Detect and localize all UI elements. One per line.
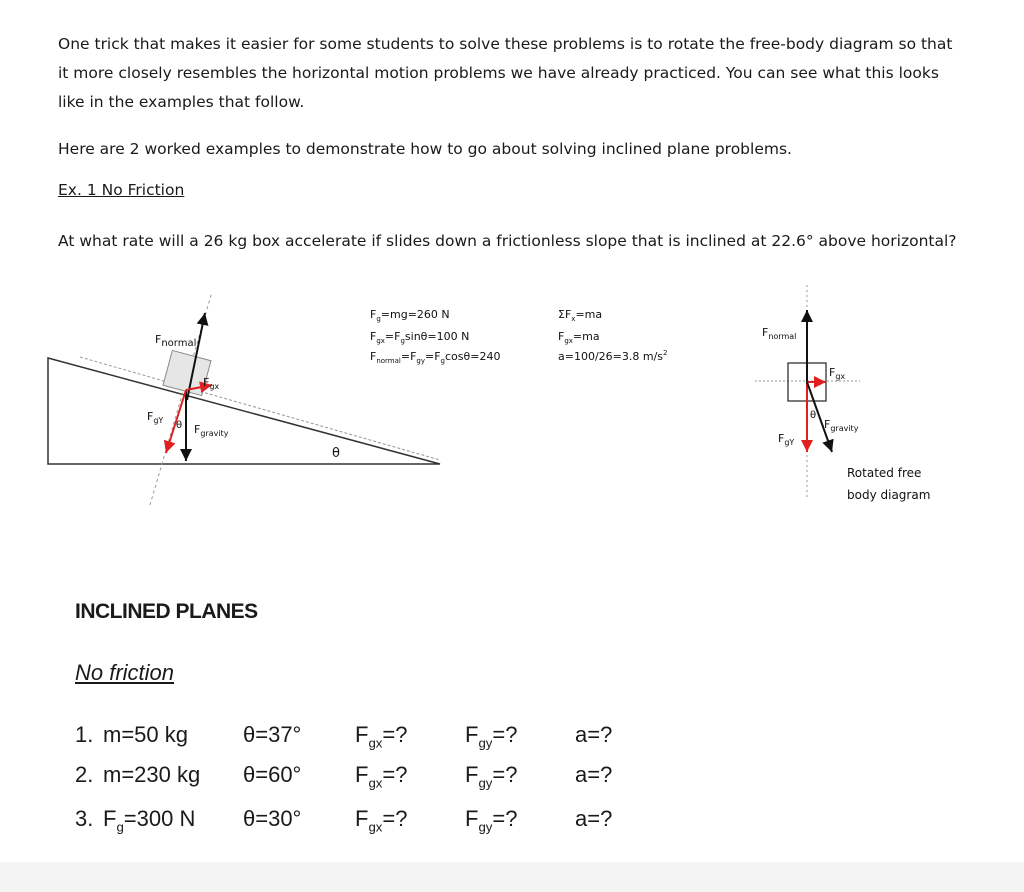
problem-fgx: $F_{gx}=$? bbox=[355, 806, 408, 835]
example-question: At what rate will a 26 kg box accelerate if slides down a frictionless slope that is inclined at 22.6° above horizontal? bbox=[58, 232, 957, 250]
label-fgy: $F_{gY}$ bbox=[147, 410, 164, 425]
problem-given: m=50 kg bbox=[103, 722, 188, 747]
problem-number: 2. bbox=[75, 762, 94, 787]
rotated-label-fgx: $F_{gx}$ bbox=[829, 366, 846, 381]
examples-intro-paragraph: Here are 2 worked examples to demonstrate how to go about solving inclined plane problems. bbox=[58, 140, 792, 158]
label-theta-angle: θ bbox=[332, 446, 340, 461]
rotated-label-normal: $F_{normal}$ bbox=[762, 326, 797, 341]
label-fgx: $F_{gx}$ bbox=[203, 376, 220, 391]
label-theta-small: θ bbox=[176, 420, 183, 431]
rotated-label-fgy: $F_{gY}$ bbox=[778, 432, 795, 447]
problem-acceleration: a=? bbox=[575, 806, 613, 831]
label-normal: Fnormal bbox=[155, 333, 197, 349]
problem-fgx: $F_{gx}=$? bbox=[355, 762, 408, 791]
problem-angle: θ=30° bbox=[243, 806, 302, 831]
rotated-caption-line1: Rotated free bbox=[847, 466, 922, 480]
calc1-line1: $F_g=mg=260$ N bbox=[370, 308, 450, 323]
homework-subtitle: No friction bbox=[75, 660, 175, 685]
problem-angle: θ=60° bbox=[243, 762, 302, 787]
example-title: Ex. 1 No Friction bbox=[58, 181, 185, 199]
inclined-plane-diagram bbox=[0, 285, 1024, 515]
problem-number: 1. bbox=[75, 722, 94, 747]
page-footer-band bbox=[0, 862, 1024, 892]
rotated-caption-line2: body diagram bbox=[847, 488, 931, 502]
calc1-line2: $F_{gx}=F_g\sin\theta=100$ N bbox=[370, 330, 470, 345]
calc2-line3: a=100/26=3.8 $m/s^2$ bbox=[558, 349, 668, 363]
calc2-line1: $\Sigma F_x=ma$ bbox=[558, 308, 603, 323]
problem-fgy: $F_{gy}=$? bbox=[465, 762, 518, 791]
problem-acceleration: a=? bbox=[575, 762, 613, 787]
problem-given: $F_g=300$ N bbox=[103, 806, 196, 835]
intro-paragraph: One trick that makes it easier for some students to solve these problems is to rotate the free-body diagram so that it more closely resembles the horizontal motion problems we have already practiced. You can see what this looks like in the examples that follow. bbox=[58, 35, 953, 111]
calc2-line2: $F_{gx}=ma$ bbox=[558, 330, 600, 345]
homework-title: INCLINED PLANES bbox=[75, 600, 258, 623]
label-gravity: $F_{gravity}$ bbox=[194, 423, 229, 438]
rotated-label-gravity: $F_{gravity}$ bbox=[824, 418, 859, 433]
problem-given: m=230 kg bbox=[103, 762, 201, 787]
problem-angle: θ=37° bbox=[243, 722, 302, 747]
rotated-label-theta: θ bbox=[810, 410, 817, 421]
calc1-line3: $F_{normal}=F_{gy}=F_g\cos\theta=240$ bbox=[370, 350, 501, 365]
problem-acceleration: a=? bbox=[575, 722, 613, 747]
problem-fgy: $F_{gy}=$? bbox=[465, 722, 518, 751]
incline-guide-line bbox=[80, 357, 440, 460]
problem-fgx: $F_{gx}=$? bbox=[355, 722, 408, 751]
incline-triangle bbox=[48, 358, 440, 464]
problem-number: 3. bbox=[75, 806, 94, 831]
problem-fgy: $F_{gy}=$? bbox=[465, 806, 518, 835]
